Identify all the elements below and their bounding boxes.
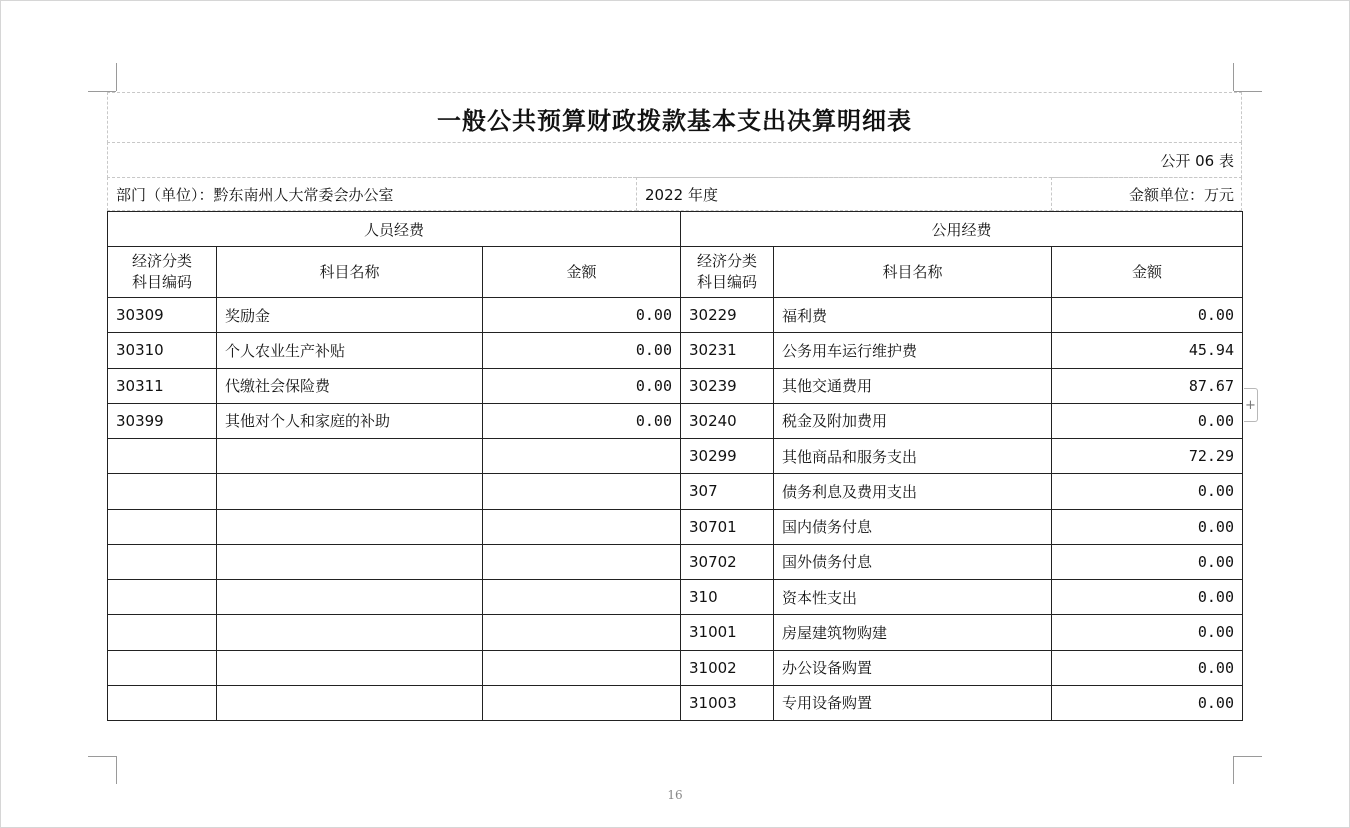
right-amount-cell: 0.00: [1052, 544, 1243, 579]
table-number: 公开 06 表: [1160, 151, 1234, 170]
left-code-cell: [108, 544, 217, 579]
right-code-cell: 30240: [681, 403, 774, 438]
left-amount-cell: 0.00: [483, 403, 681, 438]
right-amount-cell: 45.94: [1052, 333, 1243, 368]
right-code-cell: 307: [681, 474, 774, 509]
right-name-cell: 税金及附加费用: [774, 403, 1052, 438]
col-header-amount-right: 金额: [1052, 247, 1243, 298]
left-name-cell: [217, 439, 483, 474]
left-code-cell: [108, 685, 217, 720]
table-row: [108, 333, 1243, 368]
left-code-cell: [108, 615, 217, 650]
right-code-cell: 31002: [681, 650, 774, 685]
right-name-cell: 公务用车运行维护费: [774, 333, 1052, 368]
right-code-cell: 310: [681, 580, 774, 615]
crop-mark-top-right: [1233, 63, 1234, 91]
left-code-cell: [108, 439, 217, 474]
table-row: [108, 474, 1243, 509]
group-header-public: 公用经费: [681, 212, 1243, 247]
left-amount-cell: [483, 439, 681, 474]
right-code-cell: 30239: [681, 368, 774, 403]
right-name-cell: 国外债务付息: [774, 544, 1052, 579]
left-amount-cell: 0.00: [483, 298, 681, 333]
left-name-cell: [217, 650, 483, 685]
col-header-amount-left: 金额: [483, 247, 681, 298]
left-code-cell: [108, 509, 217, 544]
left-name-cell: [217, 685, 483, 720]
right-name-cell: 其他商品和服务支出: [774, 439, 1052, 474]
right-amount-cell: 0.00: [1052, 403, 1243, 438]
page-title: 一般公共预算财政拨款基本支出决算明细表: [437, 105, 912, 135]
right-amount-cell: 0.00: [1052, 580, 1243, 615]
left-code-cell: [108, 580, 217, 615]
right-name-cell: 资本性支出: [774, 580, 1052, 615]
right-code-cell: 30701: [681, 509, 774, 544]
left-name-cell: [217, 544, 483, 579]
right-amount-cell: 0.00: [1052, 685, 1243, 720]
left-amount-cell: [483, 615, 681, 650]
right-name-cell: 专用设备购置: [774, 685, 1052, 720]
right-code-cell: 31001: [681, 615, 774, 650]
table-row: [108, 403, 1243, 438]
right-name-cell: 债务利息及费用支出: [774, 474, 1052, 509]
right-amount-cell: 0.00: [1052, 298, 1243, 333]
left-code-cell: 30311: [108, 368, 217, 403]
fiscal-year: 2022 年度: [645, 185, 718, 204]
amount-unit: 金额单位：万元: [1128, 185, 1234, 204]
left-code-cell: 30309: [108, 298, 217, 333]
right-name-cell: 办公设备购置: [774, 650, 1052, 685]
crop-mark-bottom-right-h: [1234, 756, 1262, 757]
right-amount-cell: 0.00: [1052, 474, 1243, 509]
left-amount-cell: 0.00: [483, 333, 681, 368]
right-name-cell: 房屋建筑物购建: [774, 615, 1052, 650]
col-header-name-left: 科目名称: [217, 247, 483, 298]
right-code-cell: 31003: [681, 685, 774, 720]
crop-mark-bottom-right: [1233, 756, 1234, 784]
table-row: [108, 685, 1243, 720]
table-row: [108, 368, 1243, 403]
department-label: 部门（单位）：黔东南州人大常委会办公室: [116, 185, 394, 204]
left-name-cell: 个人农业生产补贴: [217, 333, 483, 368]
left-name-cell: [217, 474, 483, 509]
left-code-cell: 30399: [108, 403, 217, 438]
right-amount-cell: 0.00: [1052, 650, 1243, 685]
right-name-cell: 国内债务付息: [774, 509, 1052, 544]
left-amount-cell: [483, 544, 681, 579]
group-header-personnel: 人员经费: [108, 212, 681, 247]
left-code-cell: [108, 474, 217, 509]
right-name-cell: 其他交通费用: [774, 368, 1052, 403]
col-header-name-right: 科目名称: [774, 247, 1052, 298]
left-amount-cell: [483, 509, 681, 544]
right-amount-cell: 0.00: [1052, 509, 1243, 544]
right-code-cell: 30702: [681, 544, 774, 579]
table-row: [108, 509, 1243, 544]
right-code-cell: 30299: [681, 439, 774, 474]
page-number: 16: [667, 788, 683, 802]
left-name-cell: [217, 615, 483, 650]
crop-mark-top-left: [116, 63, 117, 91]
col-header-code-left: 经济分类 科目编码: [108, 247, 217, 298]
left-amount-cell: [483, 580, 681, 615]
table-row: [108, 298, 1243, 333]
table-row: [108, 650, 1243, 685]
left-code-cell: [108, 650, 217, 685]
expense-table: [107, 211, 1243, 721]
right-amount-cell: 72.29: [1052, 439, 1243, 474]
table-row: [108, 615, 1243, 650]
left-amount-cell: 0.00: [483, 368, 681, 403]
left-amount-cell: [483, 474, 681, 509]
left-amount-cell: [483, 650, 681, 685]
table-row: [108, 544, 1243, 579]
left-name-cell: [217, 509, 483, 544]
left-name-cell: 代缴社会保险费: [217, 368, 483, 403]
left-name-cell: 其他对个人和家庭的补助: [217, 403, 483, 438]
col-header-code-right: 经济分类 科目编码: [681, 247, 774, 298]
crop-mark-bottom-left: [116, 756, 117, 784]
right-amount-cell: 0.00: [1052, 615, 1243, 650]
left-name-cell: 奖励金: [217, 298, 483, 333]
left-amount-cell: [483, 685, 681, 720]
right-code-cell: 30229: [681, 298, 774, 333]
right-amount-cell: 87.67: [1052, 368, 1243, 403]
table-row: [108, 439, 1243, 474]
left-code-cell: 30310: [108, 333, 217, 368]
right-name-cell: 福利费: [774, 298, 1052, 333]
left-name-cell: [217, 580, 483, 615]
table-row: [108, 580, 1243, 615]
expand-plus-icon[interactable]: +: [1244, 388, 1258, 422]
crop-mark-bottom-left-h: [88, 756, 116, 757]
right-code-cell: 30231: [681, 333, 774, 368]
